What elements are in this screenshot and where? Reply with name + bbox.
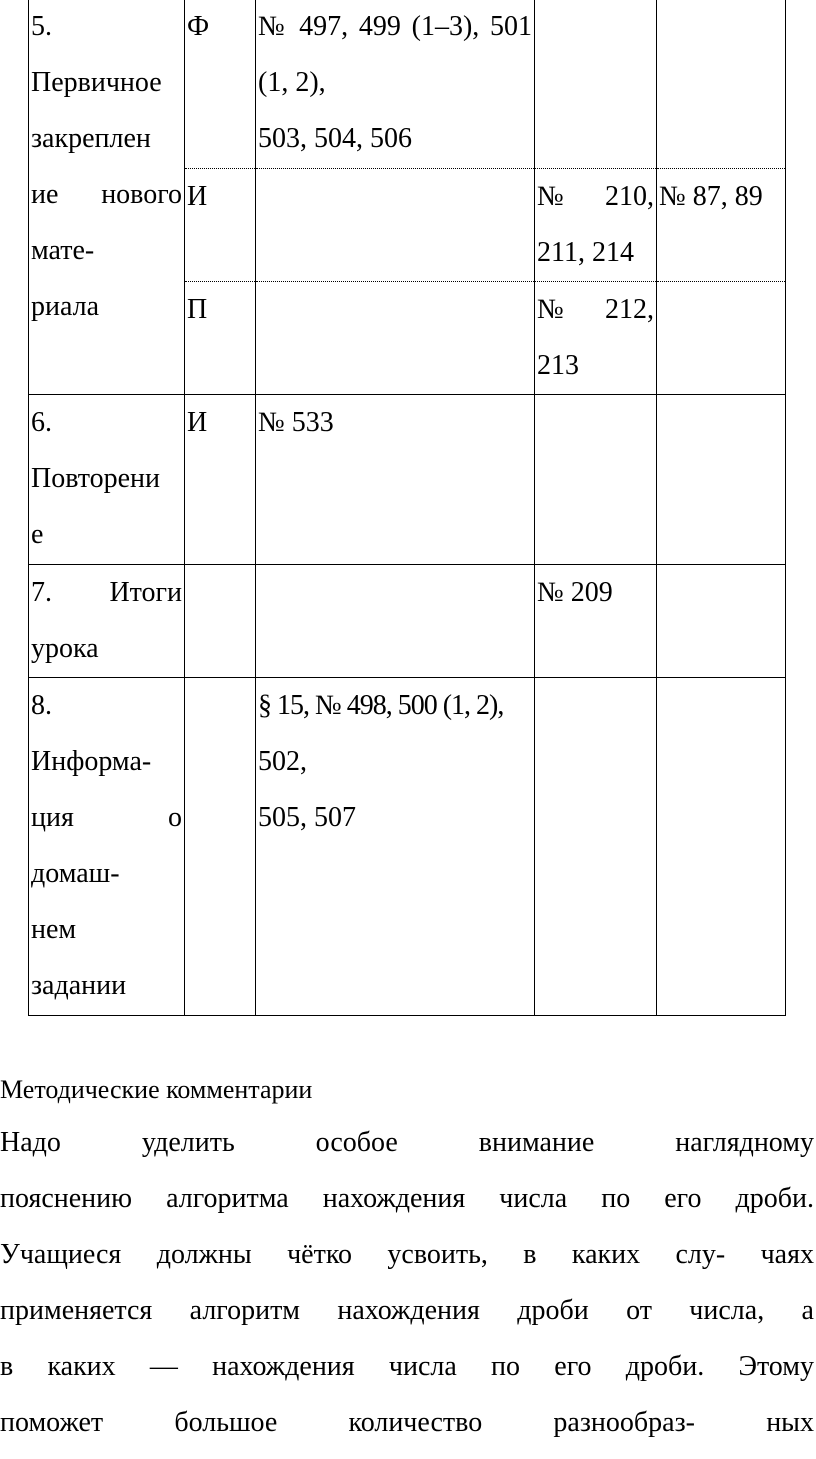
workbook-cell <box>535 169 657 282</box>
extra-line: № 87, 89 <box>659 181 763 212</box>
textbook-line: № 497, 499 (1–3), 501 <box>258 11 532 42</box>
textbook-cell <box>256 282 535 395</box>
paragraph-line: Надо уделить особое внимание наглядному <box>0 1127 814 1158</box>
textbook-line: 502, <box>258 746 307 777</box>
comments-heading: Методические комментарии <box>0 1075 313 1104</box>
paragraph-line: пояснению алгоритма нахождения числа по его дроби. <box>0 1183 814 1214</box>
stage-line: домаш- <box>31 858 120 889</box>
stage-cell <box>29 395 185 565</box>
form-cell <box>185 282 256 395</box>
form-cell <box>185 565 256 678</box>
textbook-line: 505, 507 <box>258 802 356 833</box>
form-cell <box>185 0 256 169</box>
workbook-line: № 209 <box>537 577 613 608</box>
table-row <box>29 395 786 565</box>
textbook-line: (1, 2), <box>258 67 326 98</box>
lesson-plan-table <box>28 0 786 1016</box>
stage-line: закреплен <box>31 123 151 154</box>
stage-line: ция о <box>31 802 182 833</box>
stage-cell <box>29 565 185 678</box>
table-row <box>29 565 786 678</box>
workbook-line: 213 <box>537 350 579 381</box>
textbook-cell <box>256 565 535 678</box>
stage-line: мате- <box>31 235 95 266</box>
stage-line: риала <box>31 291 100 322</box>
stage-cell <box>29 678 185 1016</box>
workbook-cell <box>535 282 657 395</box>
textbook-cell <box>256 678 535 1016</box>
extra-cell <box>657 395 786 565</box>
stage-line: 7. Итоги <box>31 577 182 608</box>
paragraph-line: Учащиеся должны чётко усвоить, в каких слу- чаях <box>0 1239 814 1270</box>
textbook-line: § 15, № 498, 500 (1, 2), <box>258 690 504 721</box>
extra-cell <box>657 169 786 282</box>
paragraph-line: поможет большое количество разнообраз- ных <box>0 1407 814 1438</box>
extra-cell <box>657 678 786 1016</box>
textbook-line: № 533 <box>258 407 334 438</box>
paragraph-line: применяется алгоритм нахождения дроби от числа, а <box>0 1295 814 1326</box>
form-label: И <box>187 407 208 438</box>
form-cell <box>185 678 256 1016</box>
textbook-cell <box>256 169 535 282</box>
stage-line: 8. <box>31 690 52 721</box>
stage-line: задании <box>31 970 127 1001</box>
comments-paragraph <box>0 1115 814 1451</box>
workbook-line: № 212, <box>537 294 654 325</box>
textbook-line: 503, 504, 506 <box>258 123 412 154</box>
extra-cell <box>657 282 786 395</box>
workbook-cell <box>535 678 657 1016</box>
workbook-cell <box>535 0 657 169</box>
table-row <box>29 678 786 1016</box>
extra-cell <box>657 0 786 169</box>
stage-line: 6. <box>31 407 52 438</box>
workbook-cell <box>535 565 657 678</box>
form-cell <box>185 169 256 282</box>
textbook-cell <box>256 0 535 169</box>
stage-line: Информа- <box>31 746 152 777</box>
table-row <box>29 0 786 169</box>
form-label: И <box>187 181 208 212</box>
stage-line: нем <box>31 914 77 945</box>
form-cell <box>185 395 256 565</box>
stage-cell <box>29 0 185 395</box>
stage-line: ие нового <box>31 179 182 210</box>
paragraph-line: в каких — нахождения числа по его дроби. Этому <box>0 1351 814 1382</box>
stage-line: 5. <box>31 11 52 42</box>
textbook-cell <box>256 395 535 565</box>
stage-line: урока <box>31 633 99 664</box>
form-label: Ф <box>187 11 210 42</box>
workbook-line: 211, 214 <box>537 237 634 268</box>
extra-cell <box>657 565 786 678</box>
stage-line: Первичное <box>31 67 162 98</box>
stage-line: Повторени <box>31 463 161 494</box>
stage-line: е <box>31 519 44 550</box>
workbook-line: № 210, <box>537 181 654 212</box>
workbook-cell <box>535 395 657 565</box>
form-label: П <box>187 294 208 325</box>
